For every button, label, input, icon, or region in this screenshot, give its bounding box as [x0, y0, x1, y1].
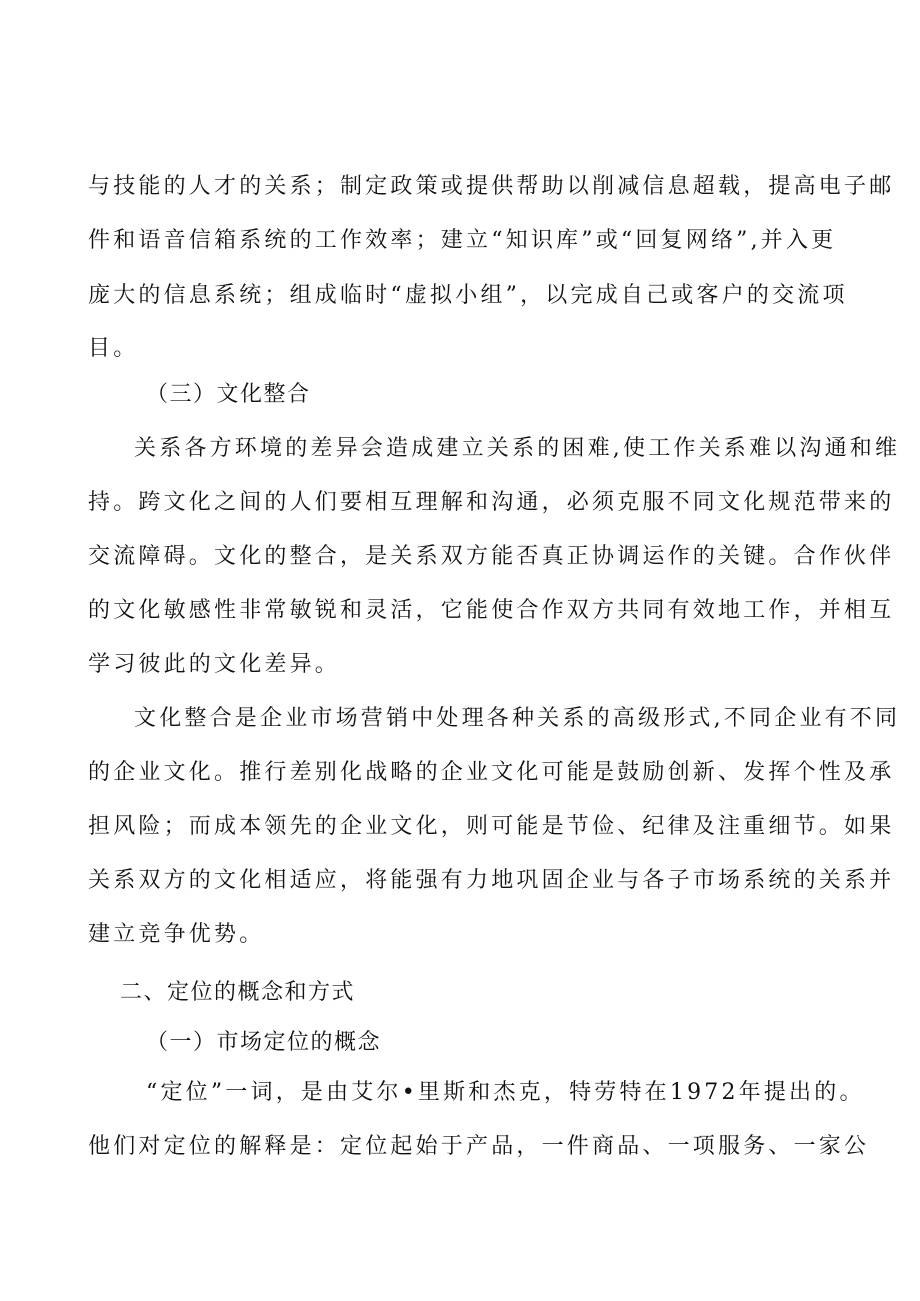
- paragraph-line: 庞大的信息系统；组成临时“虚拟小组”，以完成自己或客户的交流项: [88, 283, 848, 308]
- subsection-heading-market-positioning: （一）市场定位的概念: [146, 1030, 382, 1055]
- paragraph-line: 目。: [88, 336, 139, 361]
- paragraph-line: 学习彼此的文化差异。: [88, 652, 341, 677]
- paragraph-line: 的文化敏感性非常敏锐和灵活，它能使合作双方共同有效地工作，并相互: [88, 598, 895, 623]
- paragraph-line: 他们对定位的解释是：定位起始于产品，一件商品、一项服务、一家公: [88, 1134, 870, 1159]
- paragraph-line: 件和语音信箱系统的工作效率；建立“知识库”或“回复网络”,并入更: [88, 228, 837, 253]
- paragraph-line: 建立竞争优势。: [88, 922, 265, 947]
- paragraph-line: 的企业文化。推行差别化战略的企业文化可能是鼓励创新、发挥个性及承: [88, 760, 895, 785]
- paragraph-line: 交流障碍。文化的整合，是关系双方能否真正协调运作的关键。合作伙伴: [88, 544, 895, 569]
- section-heading-positioning: 二、定位的概念和方式: [120, 980, 356, 1005]
- paragraph-line: 文化整合是企业市场营销中处理各种关系的高级形式,不同企业有不同: [134, 706, 901, 731]
- paragraph-line: 持。跨文化之间的人们要相互理解和沟通，必须克服不同文化规范带来的: [88, 490, 895, 515]
- paragraph-line: 关系各方环境的差异会造成建立关系的困难,使工作关系难以沟通和维: [134, 436, 901, 461]
- paragraph-line: 与技能的人才的关系；制定政策或提供帮助以削减信息超载，提高电子邮: [88, 174, 895, 199]
- paragraph-line: 关系双方的文化相适应，将能强有力地巩固企业与各子市场系统的关系并: [88, 868, 895, 893]
- paragraph-line: “定位”一词，是由艾尔•里斯和杰克，特劳特在1972年提出的。: [146, 1080, 865, 1105]
- section-heading-culture: （三）文化整合: [146, 382, 311, 407]
- paragraph-line: 担风险；而成本领先的企业文化，则可能是节俭、纪律及注重细节。如果: [88, 814, 895, 839]
